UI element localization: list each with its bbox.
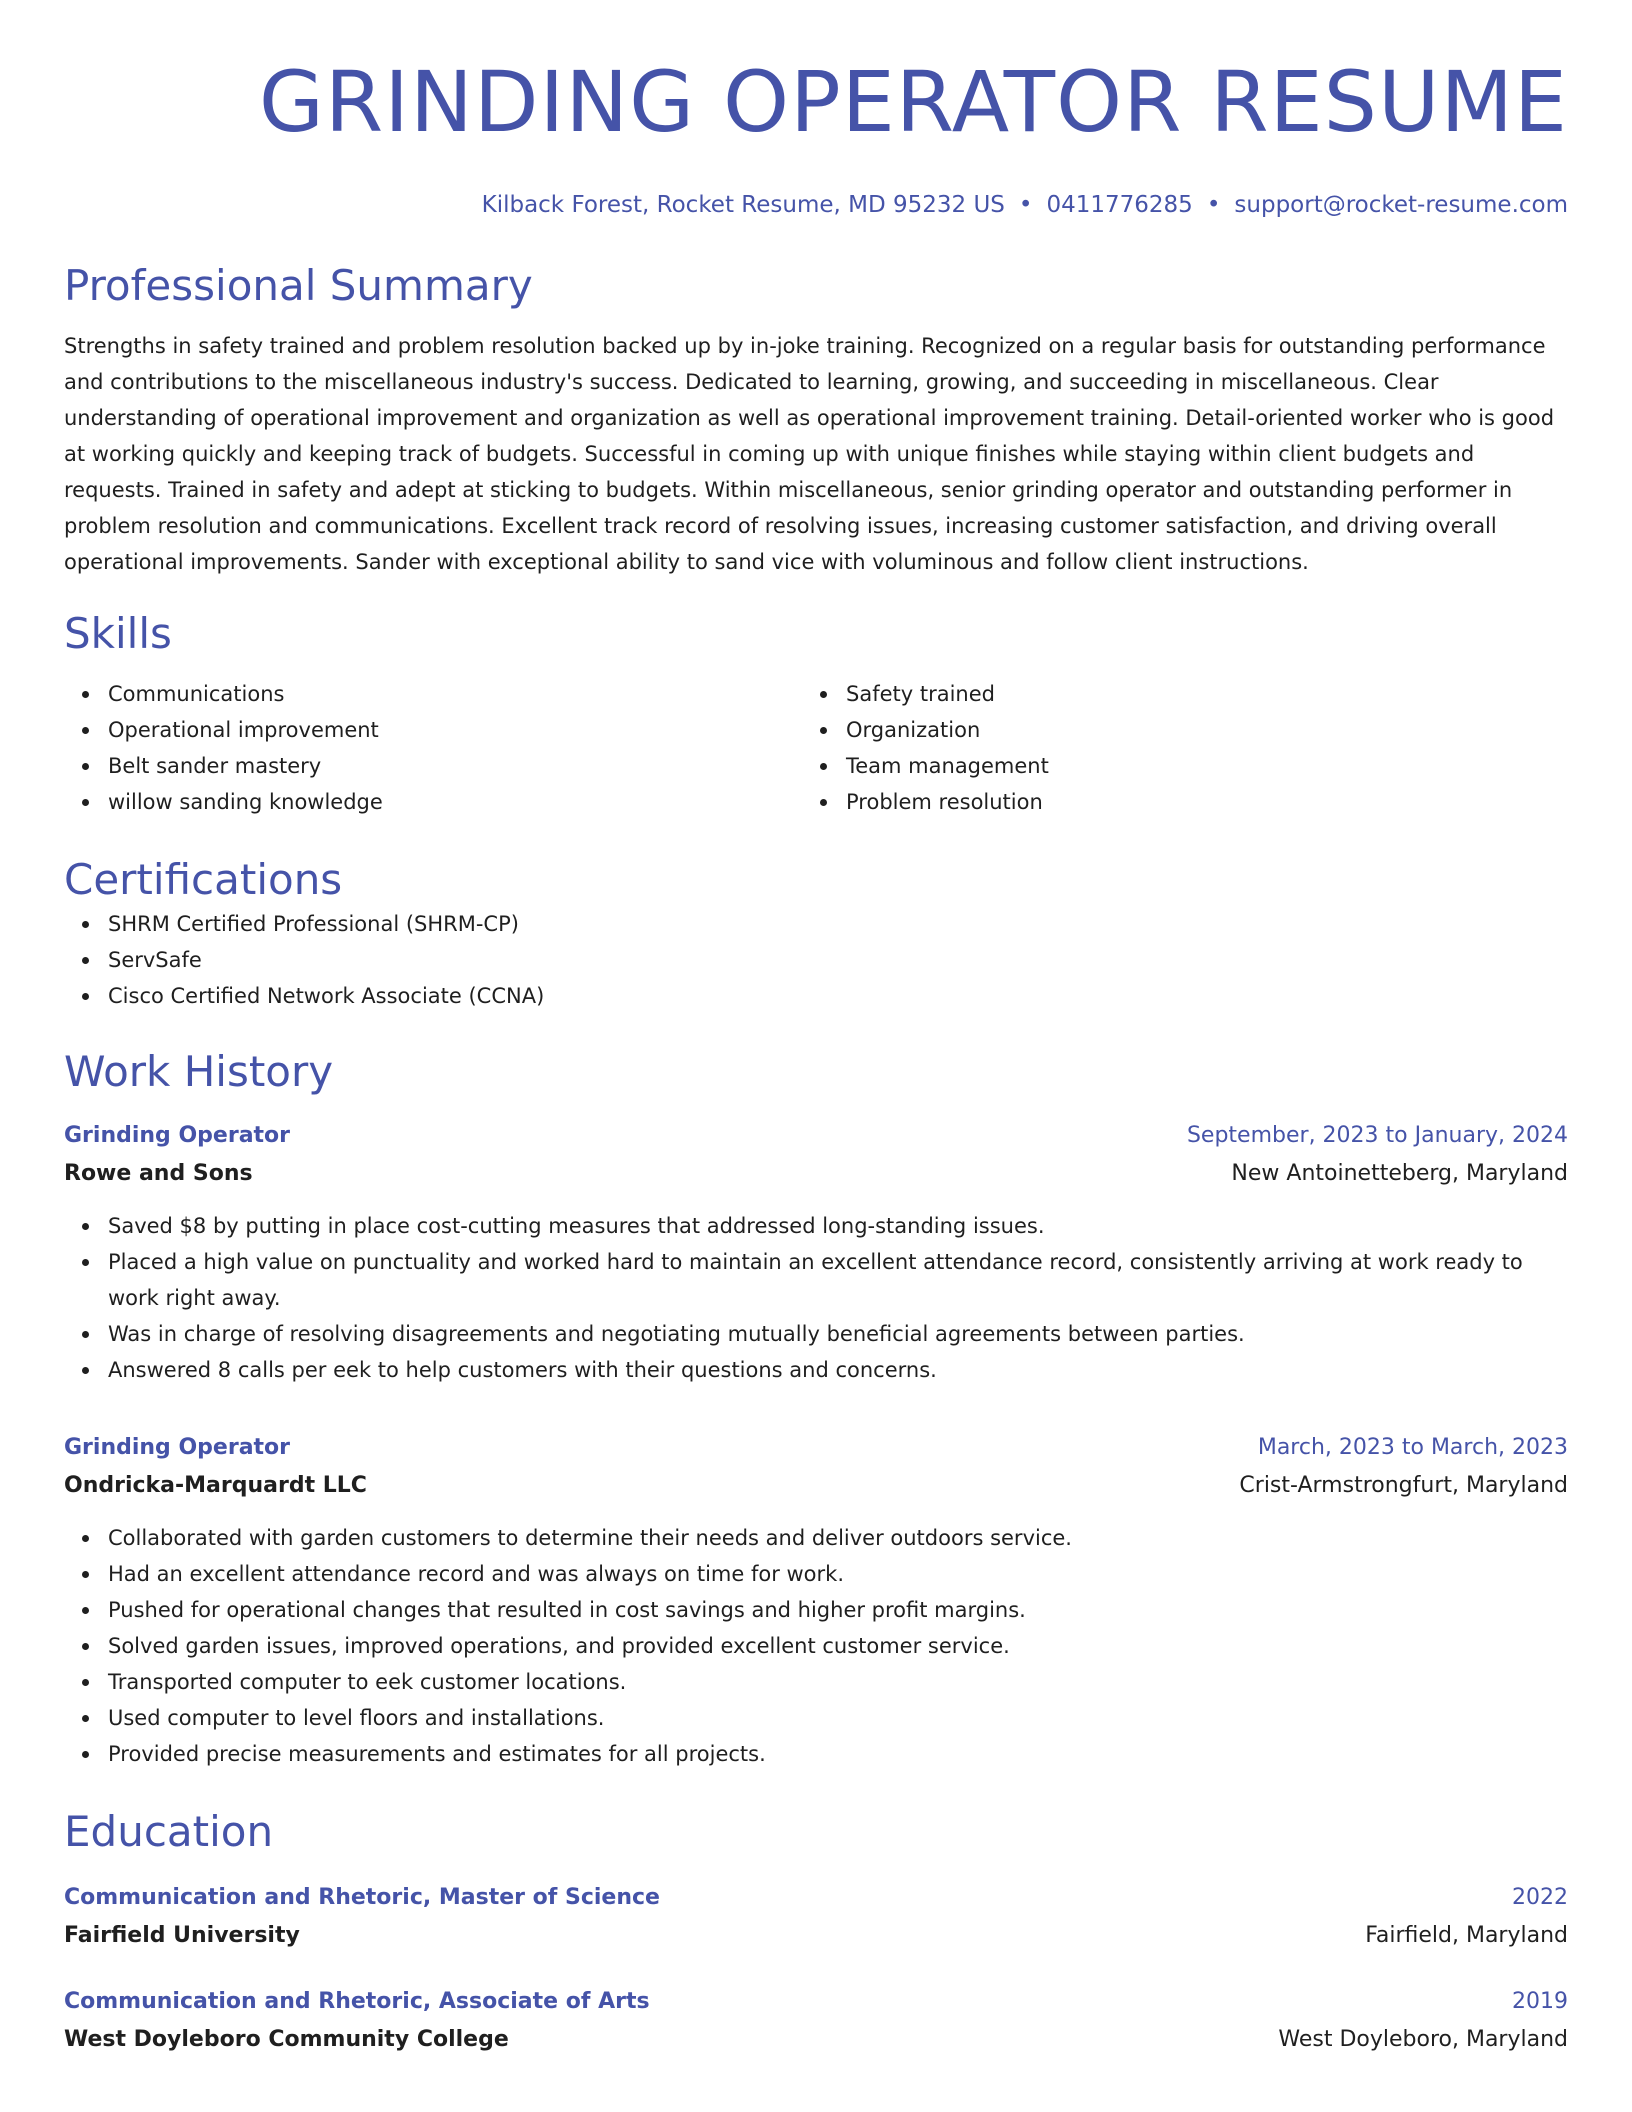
- skills-list-left: [64, 676, 802, 820]
- job-title: Grinding Operator: [64, 1123, 291, 1148]
- job-entry: [64, 1430, 1568, 1772]
- education-heading: Education: [64, 1807, 274, 1856]
- contact-address: Kilback Forest, Rocket Resume, MD 95232 US: [481, 192, 1005, 218]
- job-location: Crist-Armstrongfurt, Maryland: [1239, 1473, 1568, 1498]
- job-duties-list: [64, 1520, 1568, 1772]
- skills-column-left: [64, 676, 802, 820]
- job-company-row: [64, 1466, 1568, 1506]
- job-duty: Provided precise measurements and estimates for all projects.: [108, 1736, 1568, 1772]
- education-school-row: [64, 2020, 1568, 2060]
- job-duty: Answered 8 calls per eek to help customers with their questions and concerns.: [108, 1352, 1568, 1388]
- job-duty: Was in charge of resolving disagreements and negotiating mutually beneficial agreements between parties.: [108, 1316, 1568, 1352]
- job-duty: Pushed for operational changes that resulted in cost savings and higher profit margins.: [108, 1592, 1568, 1628]
- job-duty: Collaborated with garden customers to determine their needs and deliver outdoors service.: [108, 1520, 1568, 1556]
- job-company: Rowe and Sons: [64, 1161, 253, 1186]
- job-duty: Solved garden issues, improved operations, and provided excellent customer service.: [108, 1628, 1568, 1664]
- contact-line: [64, 190, 1568, 220]
- certifications-heading: Certifications: [64, 855, 343, 904]
- education-year: 2019: [1512, 1989, 1568, 2014]
- contact-separator: •: [1018, 192, 1033, 218]
- education-year: 2022: [1512, 1885, 1568, 1910]
- skills-heading: Skills: [64, 609, 172, 658]
- job-role-row: [64, 1430, 1568, 1466]
- certification-item: ServSafe: [108, 942, 1568, 978]
- education-degree: Communication and Rhetoric, Associate of Arts: [64, 1989, 650, 2014]
- education-degree-row: [64, 1984, 1568, 2020]
- job-dates: September, 2023 to January, 2024: [1186, 1123, 1568, 1148]
- skills-list-right: [802, 676, 1540, 820]
- education-school: West Doyleboro Community College: [64, 2027, 509, 2052]
- education-location: Fairfield, Maryland: [1365, 1923, 1568, 1948]
- skill-item: Communications: [108, 676, 802, 712]
- education-entry: [64, 1880, 1568, 1956]
- certifications-list: [64, 906, 1568, 1014]
- education-location: West Doyleboro, Maryland: [1278, 2027, 1568, 2052]
- skill-item: Organization: [846, 712, 1540, 748]
- skill-item: Problem resolution: [846, 784, 1540, 820]
- contact-phone: 0411776285: [1046, 192, 1193, 218]
- job-duties-list: [64, 1208, 1568, 1388]
- education-degree: Communication and Rhetoric, Master of Science: [64, 1885, 660, 1910]
- job-company-row: [64, 1154, 1568, 1194]
- certification-item: Cisco Certified Network Associate (CCNA): [108, 978, 1568, 1014]
- contact-separator: •: [1206, 192, 1221, 218]
- job-role-row: [64, 1118, 1568, 1154]
- skill-item: Operational improvement: [108, 712, 802, 748]
- skill-item: Safety trained: [846, 676, 1540, 712]
- job-dates: March, 2023 to March, 2023: [1257, 1435, 1568, 1460]
- summary-text: Strengths in safety trained and problem resolution backed up by in-joke training. Recognized on a regular basis for outstanding performance and contributions to the miscellaneous industry's success. Dedicated to learning, growing, and succeeding in miscellaneous. Clear understanding of operational improvement and organization as well as operational improvement training. Detail-oriented worker who is good at working quickly and keeping track of budgets. Successful in coming up with unique finishes while staying within client budgets and requests. Trained in safety and adept at sticking to budgets. Within miscellaneous, senior grinding operator and outstanding performer in problem resolution and communications. Excellent track record of resolving issues, increasing customer satisfaction, and driving overall operational improvements. Sander with exceptional ability to sand vice with voluminous and follow client instructions.: [64, 334, 1555, 574]
- job-company: Ondricka-Marquardt LLC: [64, 1473, 367, 1498]
- education-school: Fairfield University: [64, 1923, 300, 1948]
- skills-column-right: [802, 676, 1540, 820]
- education-degree-row: [64, 1880, 1568, 1916]
- education-school-row: [64, 1916, 1568, 1956]
- job-title: Grinding Operator: [64, 1435, 291, 1460]
- skill-item: willow sanding knowledge: [108, 784, 802, 820]
- skill-item: Belt sander mastery: [108, 748, 802, 784]
- summary-heading: Professional Summary: [64, 261, 533, 310]
- resume-title: GRINDING OPERATOR RESUME: [258, 53, 1568, 151]
- job-location: New Antoinetteberg, Maryland: [1231, 1161, 1568, 1186]
- resume-header: [64, 52, 1568, 220]
- education-entry: [64, 1984, 1568, 2060]
- work-history-heading: Work History: [64, 1047, 334, 1096]
- job-duty: Had an excellent attendance record and was always on time for work.: [108, 1556, 1568, 1592]
- job-duty: Used computer to level floors and installations.: [108, 1700, 1568, 1736]
- job-entry: [64, 1118, 1568, 1388]
- skill-item: Team management: [846, 748, 1540, 784]
- job-duty: Saved $8 by putting in place cost-cutting measures that addressed long-standing issues.: [108, 1208, 1568, 1244]
- job-duty: Placed a high value on punctuality and worked hard to maintain an excellent attendance record, consistently arriving at work ready to work right away.: [108, 1244, 1568, 1316]
- skills-grid: [64, 676, 1568, 820]
- certification-item: SHRM Certified Professional (SHRM-CP): [108, 906, 1568, 942]
- job-duty: Transported computer to eek customer locations.: [108, 1664, 1568, 1700]
- contact-email: support@rocket-resume.com: [1234, 192, 1568, 218]
